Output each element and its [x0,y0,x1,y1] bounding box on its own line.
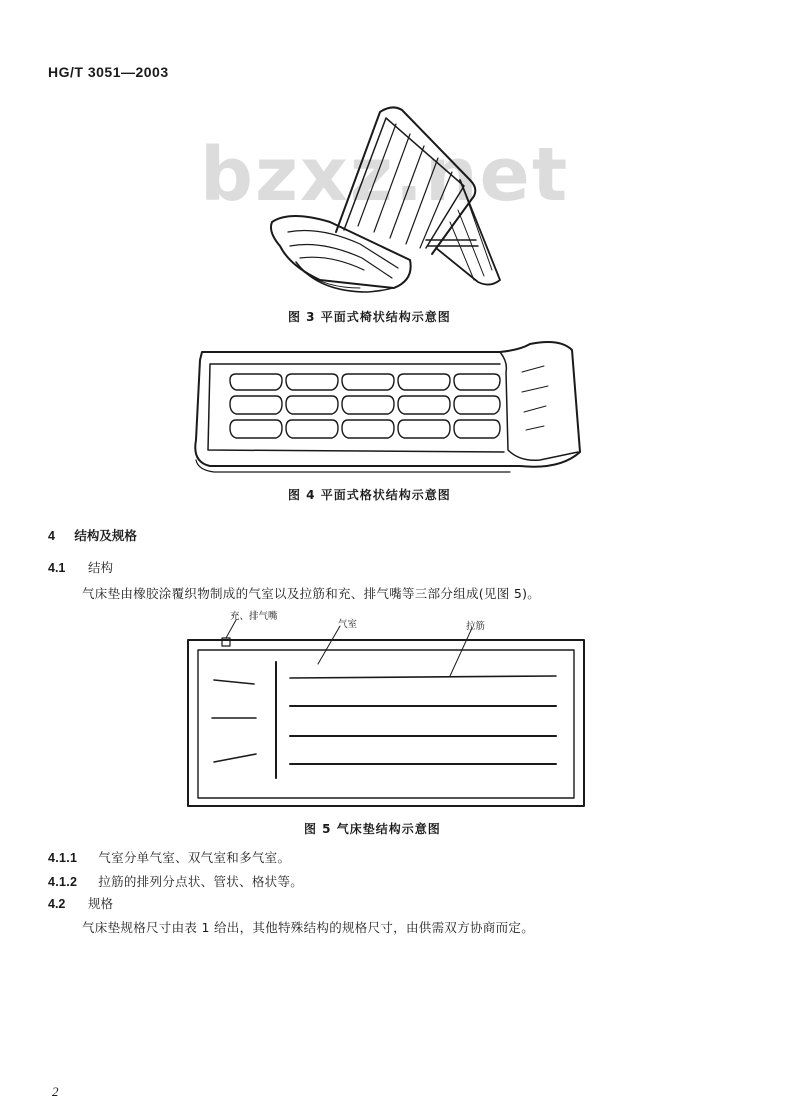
section-4-1-number: 4.1 [48,561,66,575]
figure-4-caption: 图 4 平面式格状结构示意图 [288,488,451,502]
section-4-2-body: 气床垫规格尺寸由表 1 给出，其他特殊结构的规格尺寸，由供需双方协商而定。 [82,920,535,935]
standard-code: HG/T 3051—2003 [48,64,169,80]
figure-5-label-chamber: 气室 [338,619,358,630]
section-4-2-number: 4.2 [48,897,66,911]
section-4-1-2 [48,872,303,890]
section-4-1-title: 结构 [87,560,113,575]
section-4-1-body: 气床垫由橡胶涂覆织物制成的气室以及拉筋和充、排气嘴等三部分组成(见图 5)。 [82,586,541,601]
section-4-number: 4 [48,529,55,543]
section-4-2-title: 规格 [87,896,113,911]
watermark: bzxz.net [200,132,570,218]
section-4-2-heading [48,894,113,912]
section-4-title: 结构及规格 [74,528,137,543]
section-4-1-1-number: 4.1.1 [48,851,78,865]
section-4-1-1 [48,848,290,866]
section-4-1-2-body: 拉筋的排列分点状、管状、格状等。 [98,874,304,889]
figure-5-caption: 图 5 气床垫结构示意图 [304,822,441,836]
figure-5-label-rib: 拉筋 [466,621,486,632]
section-4-1-1-body: 气室分单气室、双气室和多气室。 [98,850,291,865]
page-number: 2 [52,1084,59,1099]
section-4-1-2-number: 4.1.2 [48,875,78,889]
figure-5-label-valve: 充、排气嘴 [230,611,278,622]
figure-3-caption: 图 3 平面式椅状结构示意图 [288,310,451,324]
